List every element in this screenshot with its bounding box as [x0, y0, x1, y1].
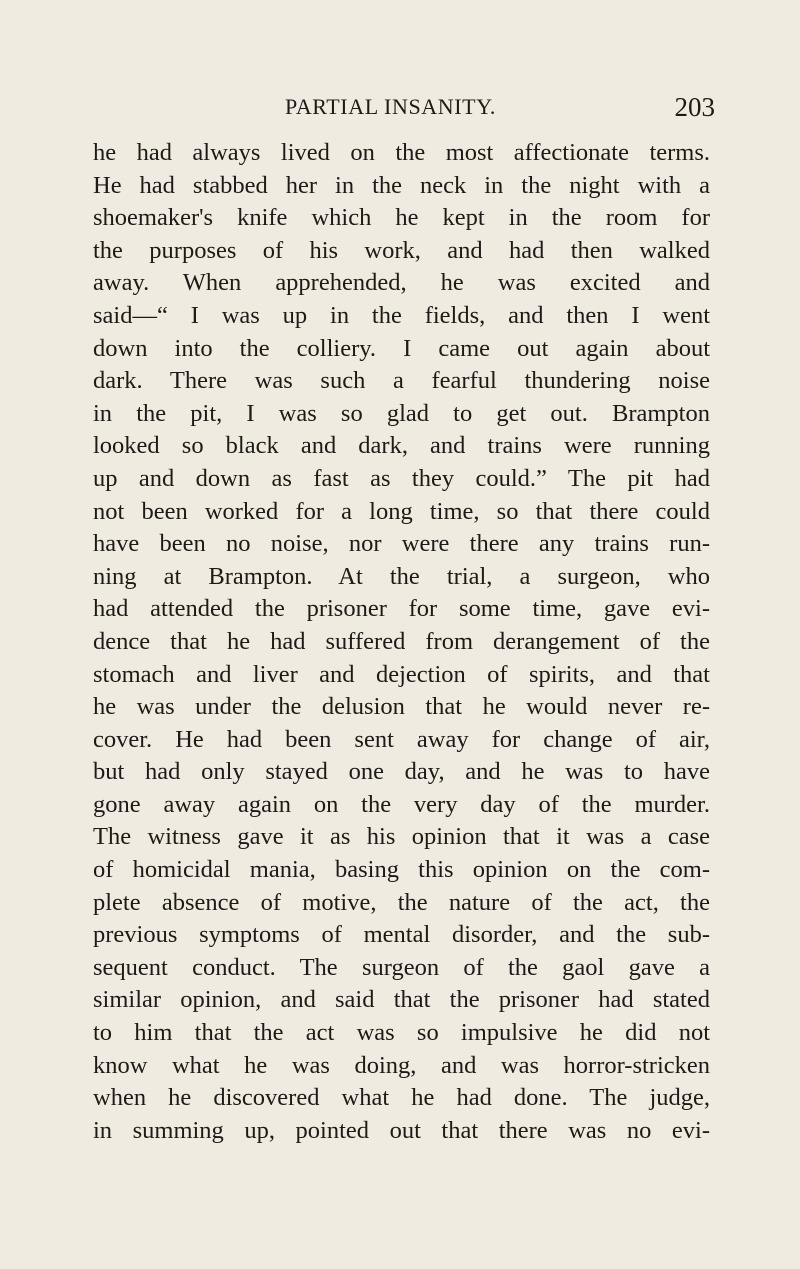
- text-line: shoemaker's knife which he kept in the room for: [93, 204, 710, 232]
- text-line: know what he was doing, and was horror-stricken: [93, 1051, 710, 1079]
- text-line: up and down as fast as they could.” The pit had: [93, 464, 710, 492]
- text-line: down into the colliery. I came out again about: [93, 334, 710, 362]
- text-line: sequent conduct. The surgeon of the gaol gave a: [93, 953, 710, 981]
- text-line: He had stabbed her in the neck in the night with a: [93, 171, 710, 199]
- page-number: 203: [674, 92, 715, 122]
- text-line: The witness gave it as his opinion that it was a case: [93, 823, 710, 851]
- text-line: similar opinion, and said that the prisoner had stated: [93, 986, 710, 1014]
- text-line: to him that the act was so impulsive he did not: [93, 1019, 710, 1047]
- text-line: said—“ I was up in the fields, and then I went: [93, 301, 710, 329]
- text-line: dence that he had suffered from derangement of the: [93, 627, 710, 655]
- running-title: PARTIAL INSANITY.: [285, 94, 496, 119]
- text-line: looked so black and dark, and trains were running: [93, 432, 710, 460]
- text-line: had attended the prisoner for some time, gave evi-: [93, 595, 710, 623]
- text-line: away. When apprehended, he was excited and: [93, 269, 710, 297]
- text-line: previous symptoms of mental disorder, and the sub-: [93, 921, 710, 949]
- text-line: he was under the delusion that he would never re-: [93, 693, 710, 721]
- text-line: of homicidal mania, basing this opinion on the com-: [93, 856, 710, 884]
- text-line: stomach and liver and dejection of spirits, and that: [93, 660, 710, 688]
- text-line: in the pit, I was so glad to get out. Brampton: [93, 399, 710, 427]
- text-line: gone away again on the very day of the murder.: [93, 790, 710, 818]
- text-line: when he discovered what he had done. The judge,: [93, 1084, 710, 1112]
- text-line: in summing up, pointed out that there was no evi-: [93, 1116, 710, 1144]
- running-head: [285, 92, 715, 128]
- text-line: cover. He had been sent away for change of air,: [93, 725, 710, 753]
- text-line: the purposes of his work, and had then walked: [93, 236, 710, 264]
- text-line: have been no noise, nor were there any trains run-: [93, 530, 710, 558]
- text-line: ning at Brampton. At the trial, a surgeon, who: [93, 562, 710, 590]
- body-text: [93, 137, 710, 1147]
- text-line: but had only stayed one day, and he was to have: [93, 758, 710, 786]
- text-line: he had always lived on the most affectionate terms.: [93, 139, 710, 166]
- text-line: plete absence of motive, the nature of the act, the: [93, 888, 710, 916]
- text-line: not been worked for a long time, so that there could: [93, 497, 710, 525]
- text-line: dark. There was such a fearful thundering noise: [93, 367, 710, 395]
